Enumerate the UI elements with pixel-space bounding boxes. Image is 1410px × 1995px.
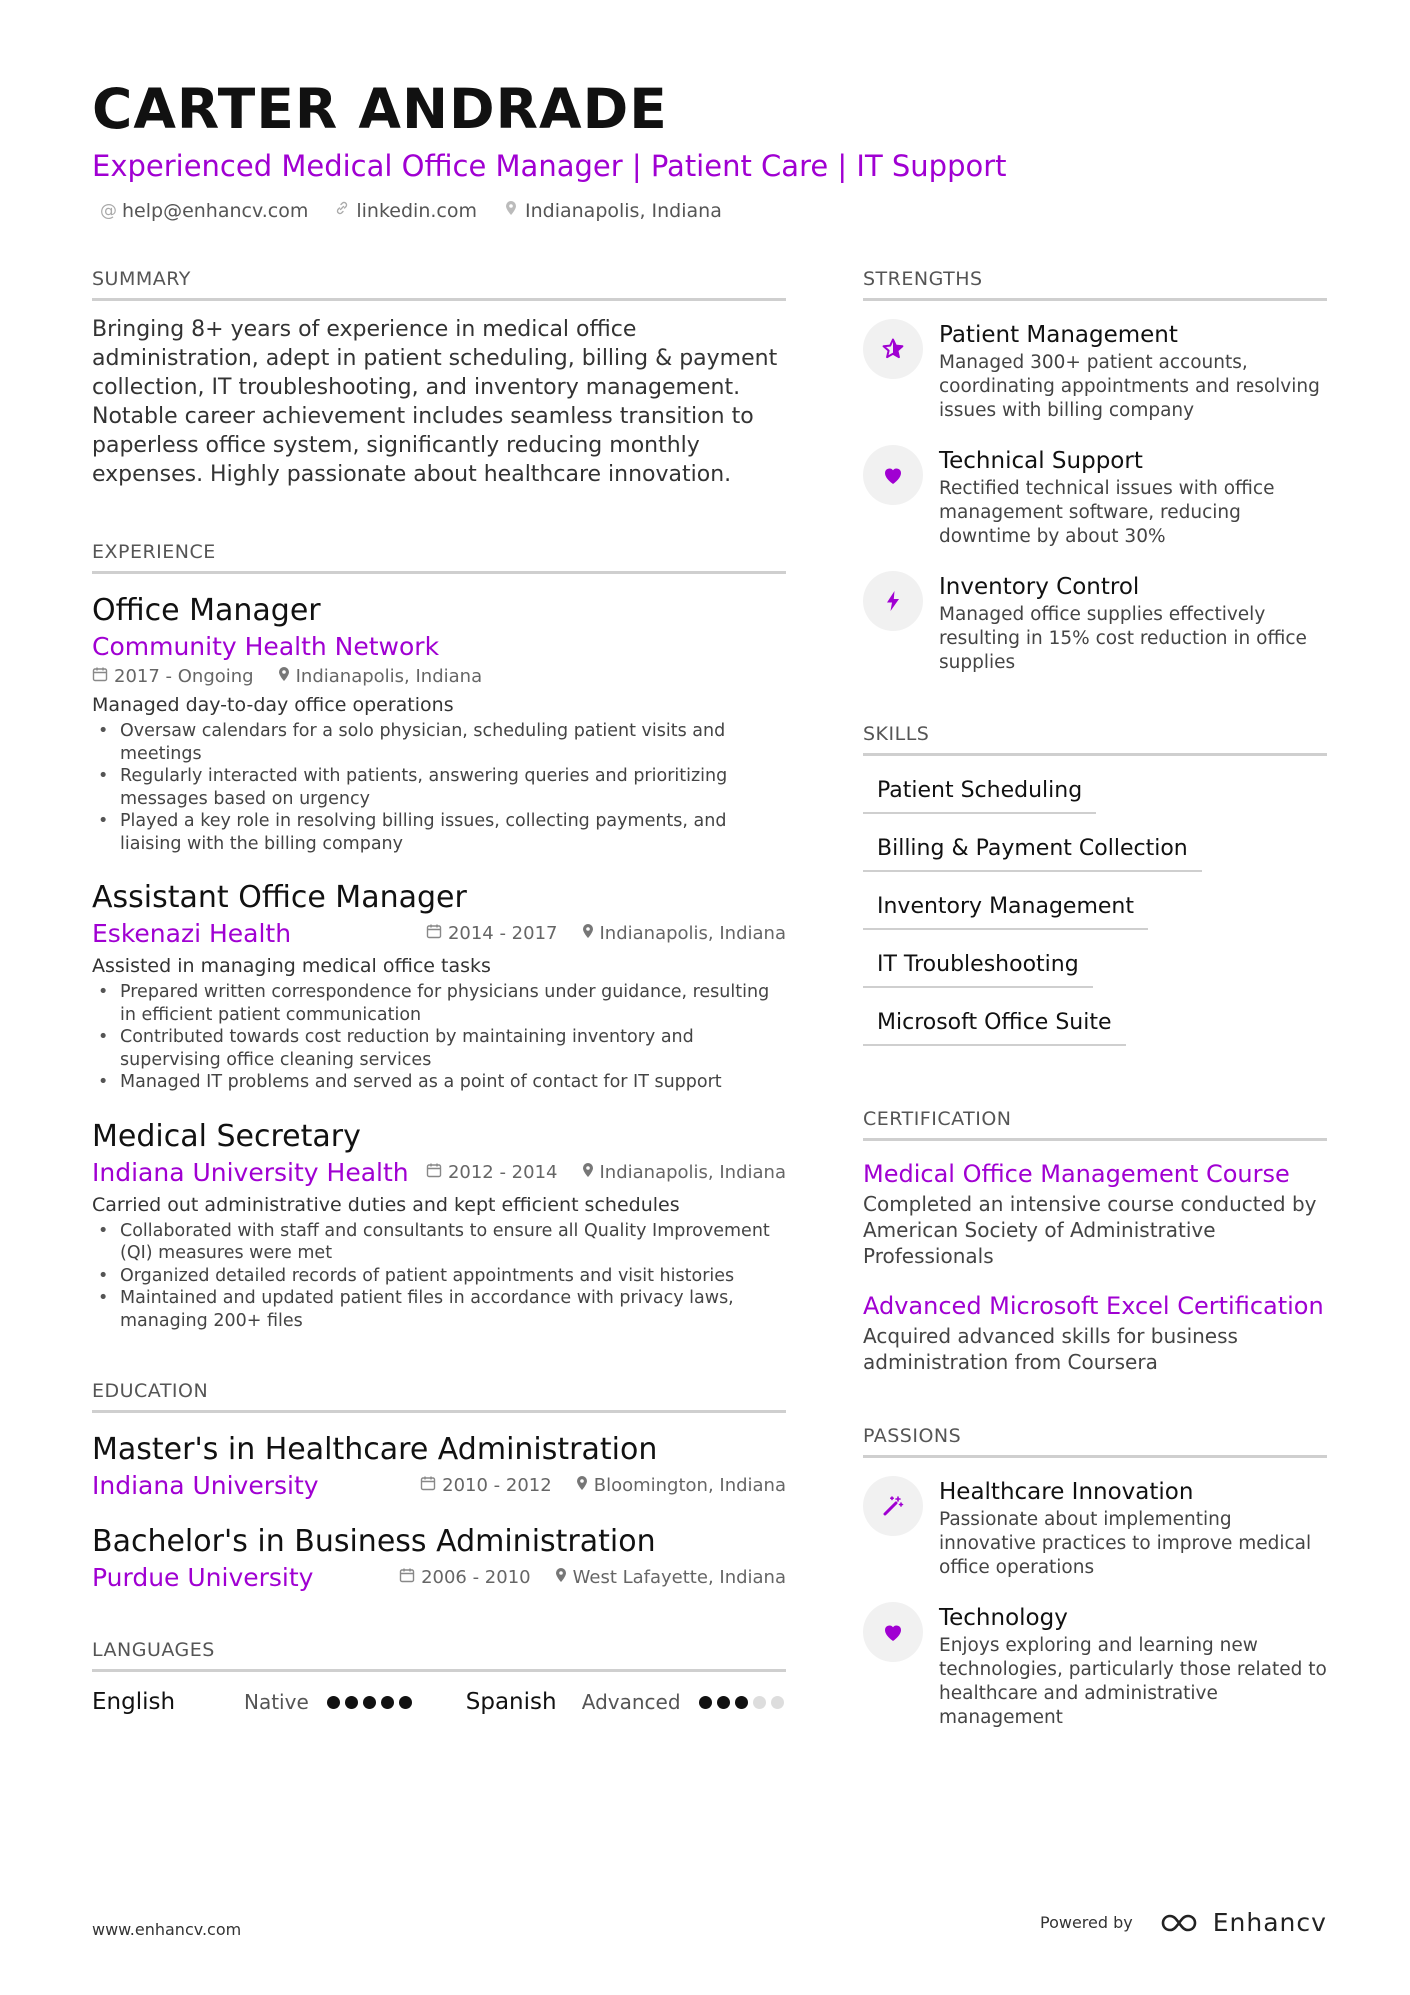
strength-item (863, 445, 1327, 549)
education-meta (420, 1473, 786, 1499)
strengths-section (863, 266, 1327, 675)
proficiency-dot-filled (381, 1696, 394, 1709)
bullet-item: • Organized detailed records of patient appointments and visit histories (92, 1265, 786, 1288)
language-level: Advanced (581, 1690, 681, 1714)
company-name: Community Health Network (92, 632, 440, 661)
experience-section (92, 539, 786, 1332)
bullet-item: • Maintained and updated patient files in accordance with privacy laws, managing 200+ files (92, 1287, 786, 1332)
experience-item (92, 592, 786, 855)
education-location: West Lafayette, Indiana (572, 1567, 786, 1588)
passion-title: Healthcare Innovation (939, 1479, 1194, 1505)
proficiency-dot-filled (327, 1696, 340, 1709)
strength-item (863, 319, 1327, 423)
certification-description: Completed an intensive course conducted by American Society of Administrative Professionals (863, 1192, 1317, 1268)
passion-item (863, 1476, 1327, 1580)
brand-name: Enhancv (1212, 1908, 1327, 1937)
powered-by-label: Powered by (1040, 1913, 1133, 1932)
proficiency-dots (699, 1696, 784, 1709)
job-bullets (92, 720, 786, 855)
job-location: Indianapolis, Indiana (599, 1161, 786, 1183)
bullet-item: • Prepared written correspondence for physicians under guidance, resulting in efficient patient communication (92, 981, 786, 1026)
footer-website[interactable]: www.enhancv.com (92, 1920, 242, 1939)
education-dates: 2006 - 2010 (421, 1567, 531, 1588)
company-row (92, 917, 786, 951)
strength-title: Technical Support (939, 448, 1143, 474)
certification-section (863, 1106, 1327, 1375)
proficiency-dot-filled (345, 1696, 358, 1709)
bullet-item: • Managed IT problems and served as a point of contact for IT support (92, 1071, 786, 1094)
company-name: Eskenazi Health (92, 919, 292, 948)
calendar-icon (92, 664, 108, 690)
school-name: Indiana University (92, 1471, 319, 1500)
strength-description: Managed office supplies effectively resulting in 15% cost reduction in office supplies (939, 604, 1307, 673)
lightning-icon (863, 571, 923, 631)
job-location: Indianapolis, Indiana (295, 666, 483, 687)
job-dates: 2012 - 2014 (447, 1161, 558, 1183)
skills-list (863, 756, 1327, 1046)
school-row (92, 1469, 786, 1503)
skill-tag: Microsoft Office Suite (863, 1008, 1126, 1046)
passion-description: Enjoys exploring and learning new technologies, particularly those related to healthcare and administrative management (939, 1635, 1327, 1728)
skills-section (863, 721, 1327, 1046)
location-pin-icon (503, 198, 519, 224)
bullet-item: • Collaborated with staff and consultants to ensure all Quality Improvement (QI) measures were met (92, 1220, 786, 1265)
job-meta (426, 1160, 786, 1186)
heart-icon (863, 1602, 923, 1662)
strengths-heading: STRENGTHS (863, 266, 1327, 301)
strength-description: Managed 300+ patient accounts, coordinating appointments and resolving issues with billing company (939, 352, 1320, 421)
footer-branding (1040, 1908, 1327, 1937)
education-location: Bloomington, Indiana (593, 1475, 786, 1496)
location-pin-icon (576, 1473, 588, 1499)
job-description: Assisted in managing medical office tasks (92, 955, 491, 977)
magic-wand-icon (863, 1476, 923, 1536)
proficiency-dot-filled (699, 1696, 712, 1709)
language-level: Native (244, 1690, 309, 1714)
proficiency-dot-empty (753, 1696, 766, 1709)
language-name: English (92, 1689, 176, 1715)
job-meta (426, 921, 786, 947)
skill-tag: Billing & Payment Collection (863, 834, 1202, 872)
experience-item (92, 879, 786, 1094)
proficiency-dot-filled (735, 1696, 748, 1709)
proficiency-dots (327, 1696, 412, 1709)
passions-heading: PASSIONS (863, 1423, 1327, 1458)
company-row (92, 1156, 786, 1190)
linkedin-text: linkedin.com (356, 200, 477, 222)
summary-section (92, 266, 786, 489)
education-meta (399, 1565, 786, 1591)
calendar-icon (426, 1160, 442, 1186)
contact-linkedin[interactable] (334, 198, 477, 224)
certification-title: Medical Office Management Course (863, 1160, 1290, 1188)
job-bullets (92, 1220, 786, 1333)
resume-header (92, 76, 1332, 224)
job-title: Office Manager (92, 593, 321, 628)
certification-description: Acquired advanced skills for business administration from Coursera (863, 1324, 1238, 1374)
skill-tag: Patient Scheduling (863, 776, 1096, 814)
contact-row (92, 198, 1332, 224)
education-heading: EDUCATION (92, 1378, 786, 1413)
skills-heading: SKILLS (863, 721, 1327, 756)
experience-heading: EXPERIENCE (92, 539, 786, 574)
education-section (92, 1378, 786, 1595)
heart-icon (863, 445, 923, 505)
education-item (92, 1431, 786, 1503)
degree-title: Master's in Healthcare Administration (92, 1432, 658, 1467)
location-pin-icon (555, 1565, 567, 1591)
location-pin-icon (582, 921, 594, 947)
email-text: help@enhancv.com (122, 200, 309, 222)
calendar-icon (426, 921, 442, 947)
job-description: Carried out administrative duties and kept efficient schedules (92, 1193, 680, 1216)
passions-section (863, 1423, 1327, 1730)
summary-text: Bringing 8+ years of experience in medical office administration, adept in patient scheduling, billing & payment collection, IT troubleshooting, and inventory management. Notable career achievement includes seamless transition to paperless office system, significantly reducing monthly expenses. Highly passionate about healthcare innovation. (92, 317, 778, 487)
proficiency-dot-filled (363, 1696, 376, 1709)
bullet-item: • Regularly interacted with patients, answering queries and prioritizing messages based on urgency (92, 765, 786, 810)
job-dates: 2017 - Ongoing (114, 666, 254, 687)
experience-item (92, 1118, 786, 1333)
strength-title: Patient Management (939, 322, 1178, 348)
strength-description: Rectified technical issues with office management software, reducing downtime by about 30% (939, 478, 1275, 547)
bullet-item: • Oversaw calendars for a solo physician, scheduling patient visits and meetings (92, 720, 786, 765)
school-row (92, 1561, 786, 1595)
star-icon (863, 319, 923, 379)
job-location: Indianapolis, Indiana (599, 923, 786, 944)
headline: Experienced Medical Office Manager | Patient Care | IT Support (92, 149, 1007, 183)
proficiency-dot-empty (771, 1696, 784, 1709)
bullet-item: • Contributed towards cost reduction by maintaining inventory and supervising office cleaning services (92, 1026, 786, 1071)
proficiency-dot-filled (399, 1696, 412, 1709)
language-name: Spanish (465, 1689, 557, 1715)
contact-email[interactable] (100, 198, 308, 224)
location-pin-icon (278, 664, 290, 690)
education-dates: 2010 - 2012 (442, 1475, 552, 1496)
calendar-icon (399, 1565, 415, 1591)
job-title: Assistant Office Manager (92, 880, 467, 915)
job-dates: 2014 - 2017 (447, 923, 558, 944)
at-icon: @ (100, 201, 117, 221)
calendar-icon (420, 1473, 436, 1499)
bullet-item: • Played a key role in resolving billing issues, collecting payments, and liaising with the billing company (92, 810, 786, 855)
languages-heading: LANGUAGES (92, 1637, 786, 1672)
strength-title: Inventory Control (939, 574, 1140, 600)
strength-item (863, 571, 1327, 675)
languages-row (92, 1686, 786, 1718)
link-icon (334, 198, 350, 224)
candidate-name: CARTER ANDRADE (92, 77, 668, 141)
proficiency-dot-filled (717, 1696, 730, 1709)
skill-tag: Inventory Management (863, 892, 1148, 930)
passion-description: Passionate about implementing innovative practices to improve medical office operations (939, 1509, 1312, 1578)
enhancv-logo-icon (1159, 1911, 1203, 1935)
left-column (92, 266, 786, 1718)
contact-location (503, 198, 722, 224)
certification-heading: CERTIFICATION (863, 1106, 1327, 1141)
job-description: Managed day-to-day office operations (92, 694, 454, 716)
school-name: Purdue University (92, 1563, 314, 1592)
degree-title: Bachelor's in Business Administration (92, 1524, 656, 1559)
job-meta (92, 664, 786, 690)
certification-title: Advanced Microsoft Excel Certification (863, 1292, 1324, 1320)
job-bullets (92, 981, 786, 1094)
summary-heading: SUMMARY (92, 266, 786, 301)
education-item (92, 1523, 786, 1595)
location-pin-icon (582, 1160, 594, 1186)
brand-logo[interactable] (1159, 1908, 1327, 1937)
languages-section (92, 1637, 786, 1718)
company-name: Indiana University Health (92, 1157, 409, 1187)
passion-title: Technology (939, 1605, 1068, 1631)
passion-item (863, 1602, 1327, 1730)
job-title: Medical Secretary (92, 1118, 361, 1154)
right-column (863, 266, 1327, 1730)
location-text: Indianapolis, Indiana (525, 200, 722, 222)
skill-tag: IT Troubleshooting (863, 950, 1093, 988)
